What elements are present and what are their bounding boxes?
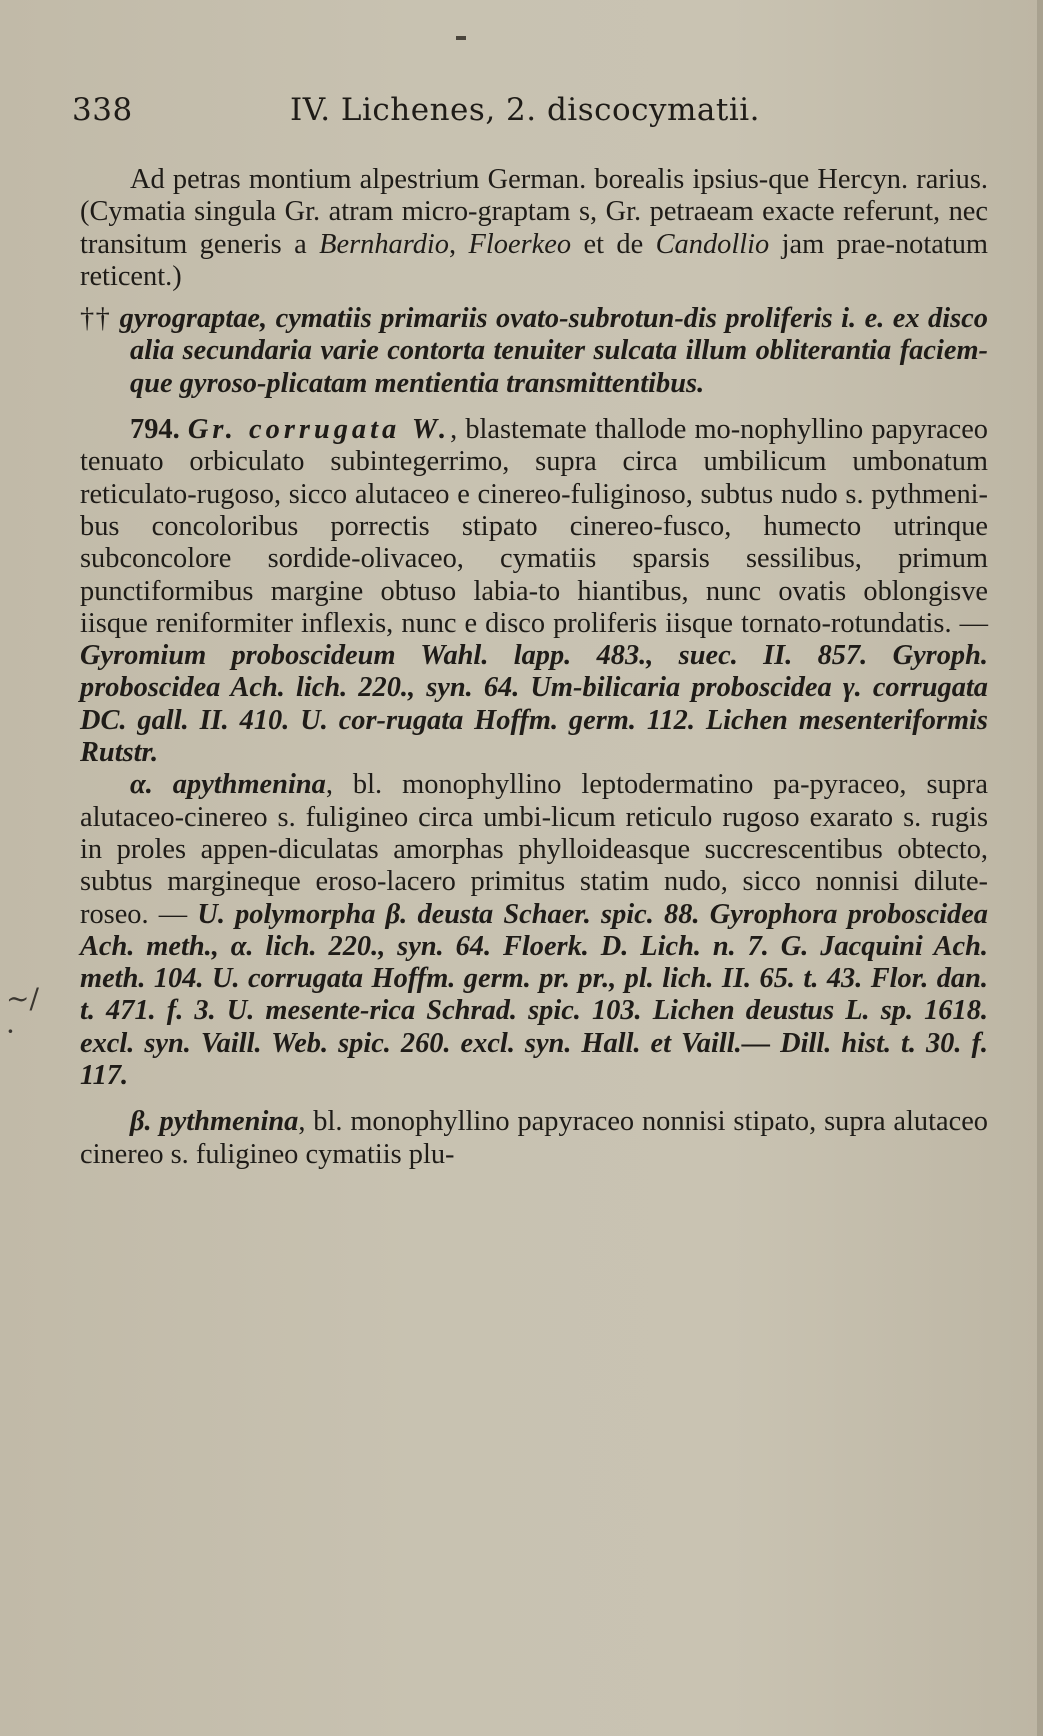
ink-speck [456,36,466,40]
variety-alpha-description: , bl. monophyllino leptodermatino pa-pyraceo, supra alutaceo-cinereo s. fuligineo circa umbi-licum reticulo rugoso exarato s. rugis in proles appen-diculatas amorphas phylloideasque succrescentibus obtecto, subtus margineque eroso-lacero primitus statim nudo, sicco nonnisi dilute-roseo. — [80,769,988,930]
species-description: , blastemate thallode mo-nophyllino papyraceo tenuato orbiculato subintegerrimo, supra circa umbilicum umbonatum reticulato-rugoso, sicco alutaceo e cinereo-fuliginoso, subtus nudo s. pythmeni-bus concoloribus porrectis stipato cinereo-fusco, humecto utrinque subconcolore sordide-olivaceo, cymatiis sparsis sessilibus, primum punctiformibus margine obtuso labia-to hiantibus, nunc ovatis oblongisve iisque reniformiter inflexis, nunc e disco proliferis iisque tornato-rotundatis. — [80,414,988,639]
variety-alpha-label: α. apythmenina [130,769,326,801]
page-header [72,92,972,132]
author-floerkeo: Floerkeo [468,228,572,260]
page-number: 338 [72,92,133,128]
intro-paragraph: Ad petras montium alpestrium German. borealis ipsius-que Hercyn. rarius. (Cymatia singula Gr. atram micro-graptam s, Gr. petraeam exacte referunt, nec transitum generis a Bernhardio, Floerkeo et de Candollio jam prae-notatum reticent.) [80,164,988,292]
author-bernhardio: Bernhardio [319,228,449,260]
author-candollio: Candollio [655,228,770,260]
section-description: gyrograptae, cymatiis primariis ovato-subrotun-dis proliferis i. e. ex disco alia secundaria varie contorta tenuiter sulcata illum obliterantia faciem-que gyroso-plicatam mentientia transmittentibus. [119,303,988,399]
section-heading [80,303,988,400]
species-name: Gr. corrugata W. [187,414,451,446]
species-paragraph [80,414,988,769]
variety-beta-paragraph [80,1106,988,1171]
species-number: 794. [130,414,180,446]
variety-alpha-paragraph [80,769,988,1092]
species-synonyms: Gyromium proboscideum Wahl. lapp. 483., suec. II. 857. Gyroph. proboscidea Ach. lich. 220., syn. 64. Um-bilicaria proboscidea γ. corrugata DC. gall. II. 410. U. cor-rugata Hoffm. germ. 112. Lichen mesenteriformis Rutstr. [80,640,988,769]
double-dagger-mark: †† [80,303,112,335]
variety-beta-description: , bl. monophyllino papyraceo nonnisi stipato, supra alutaceo cinereo s. fuligineo cymatiis plu- [80,1106,989,1170]
running-title: IV. Lichenes, 2. discocymatii. [290,92,761,128]
body-text [80,164,988,1171]
margin-pencil-mark: ~/· [6,982,39,1048]
variety-alpha-synonyms: U. polymorpha β. deusta Schaer. spic. 88. Gyrophora proboscidea Ach. meth., α. lich. 220., syn. 64. Floerk. D. Lich. n. 7. G. Jacquini Ach. meth. 104. U. corrugata Hoffm. germ. pr. pr., pl. lich. II. 65. t. 43. Flor. dan. t. 471. f. 3. U. mesente-rica Schrad. spic. 103. Lichen deustus L. sp. 1618. excl. syn. Vaill. Web. spic. 260. excl. syn. Hall. et Vaill.— Dill. hist. t. 30. f. 117. [80,898,988,1092]
variety-beta-label: β. pythmenina [130,1106,299,1138]
